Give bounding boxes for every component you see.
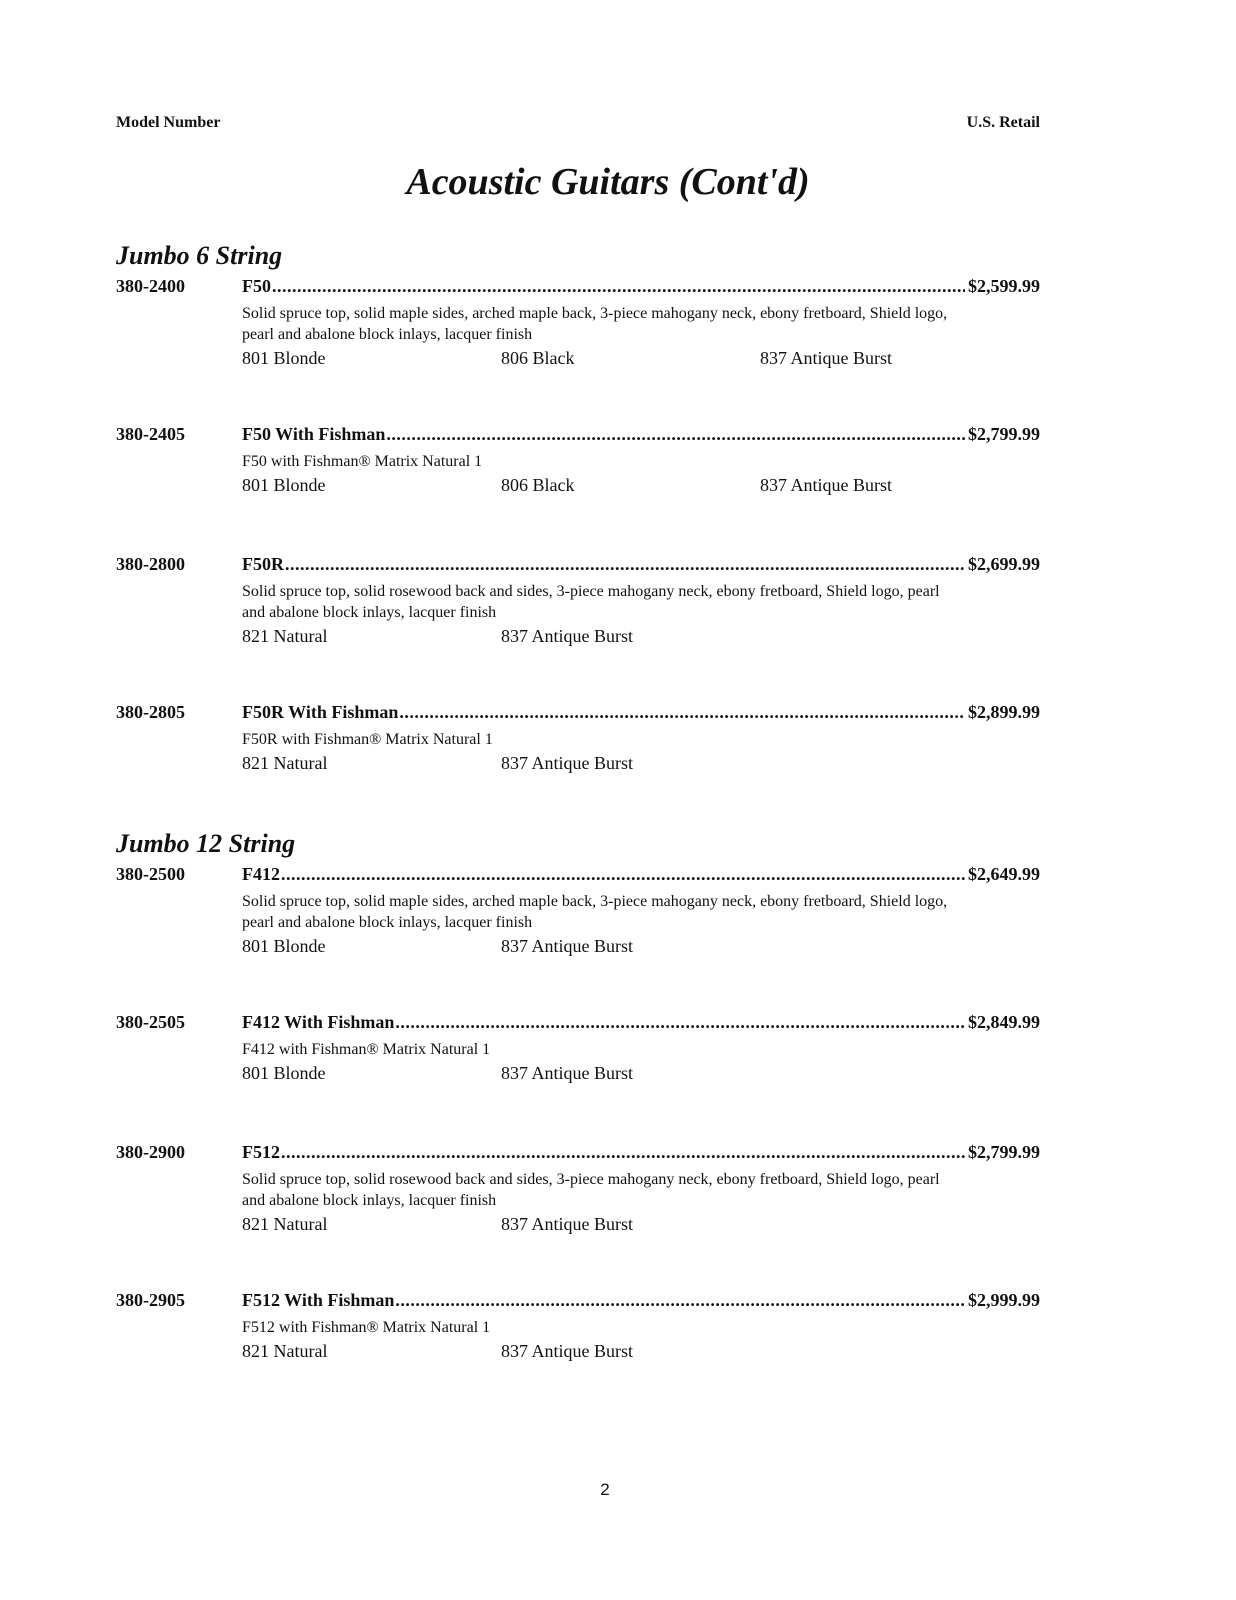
price-list-item <box>116 1290 1040 1365</box>
product-name: F412 With Fishman <box>242 1012 395 1032</box>
finish-option: 837 Antique Burst <box>501 1341 634 1361</box>
model-number-column-header: Model Number <box>116 114 221 131</box>
retail-price: $2,799.99 <box>968 424 1040 444</box>
product-name: F50R With Fishman <box>242 702 399 722</box>
product-name: F512 <box>242 1142 280 1162</box>
section-heading-jumbo-12-string: Jumbo 12 String <box>116 829 296 858</box>
retail-price: $2,649.99 <box>968 864 1040 884</box>
model-number: 380-2900 <box>116 1142 185 1162</box>
price-list-item <box>116 1012 1040 1087</box>
dot-leader <box>281 1142 965 1163</box>
model-number: 380-2505 <box>116 1012 185 1032</box>
price-list-item <box>116 554 1040 650</box>
retail-price: $2,899.99 <box>968 702 1040 722</box>
retail-price: $2,849.99 <box>968 1012 1040 1032</box>
finish-option: 837 Antique Burst <box>760 475 893 495</box>
product-description: F50 with Fishman® Matrix Natural 1 <box>242 453 483 470</box>
finish-option: 801 Blonde <box>242 348 326 368</box>
finish-option: 806 Black <box>501 348 575 368</box>
product-description: F412 with Fishman® Matrix Natural 1 <box>242 1041 491 1058</box>
us-retail-column-header: U.S. Retail <box>966 114 1040 131</box>
model-number: 380-2405 <box>116 424 185 444</box>
product-description: Solid spruce top, solid rosewood back and sides, 3-piece mahogany neck, ebony fretboard, Shield logo, pearl and abalone block inlays, lacquer finish <box>242 1171 940 1209</box>
dot-leader <box>399 702 965 723</box>
product-name: F412 <box>242 864 280 884</box>
price-list-item <box>116 424 1040 499</box>
dot-leader <box>395 1290 965 1311</box>
dot-leader <box>285 554 965 575</box>
retail-price: $2,699.99 <box>968 554 1040 574</box>
finish-options <box>242 475 1040 499</box>
dot-leader <box>281 864 965 885</box>
retail-price: $2,999.99 <box>968 1290 1040 1310</box>
model-number: 380-2800 <box>116 554 185 574</box>
price-list-item <box>116 276 1040 372</box>
finish-option: 801 Blonde <box>242 1063 326 1083</box>
product-description: Solid spruce top, solid maple sides, arched maple back, 3-piece mahogany neck, ebony fretboard, Shield logo, pearl and abalone block inlays, lacquer finish <box>242 893 948 931</box>
product-name: F50 <box>242 276 271 296</box>
finish-options <box>242 753 1040 777</box>
finish-option: 821 Natural <box>242 753 328 773</box>
model-number: 380-2805 <box>116 702 185 722</box>
finish-option: 837 Antique Burst <box>501 753 634 773</box>
finish-option: 837 Antique Burst <box>760 348 893 368</box>
finish-option: 837 Antique Burst <box>501 1063 634 1083</box>
product-description: Solid spruce top, solid rosewood back and sides, 3-piece mahogany neck, ebony fretboard, Shield logo, pearl and abalone block inlays, lacquer finish <box>242 583 940 621</box>
dot-leader <box>272 276 965 297</box>
product-name: F512 With Fishman <box>242 1290 395 1310</box>
retail-price: $2,799.99 <box>968 1142 1040 1162</box>
price-list-item <box>116 864 1040 960</box>
finish-options <box>242 1214 1040 1238</box>
finish-option: 821 Natural <box>242 1341 328 1361</box>
finish-option: 821 Natural <box>242 626 328 646</box>
dot-leader <box>386 424 965 445</box>
finish-option: 837 Antique Burst <box>501 1214 634 1234</box>
product-description: F512 with Fishman® Matrix Natural 1 <box>242 1319 491 1336</box>
price-list-item <box>116 702 1040 777</box>
finish-option: 806 Black <box>501 475 575 495</box>
finish-options <box>242 348 1040 372</box>
product-name: F50R <box>242 554 284 574</box>
finish-option: 801 Blonde <box>242 475 326 495</box>
product-description: Solid spruce top, solid maple sides, arched maple back, 3-piece mahogany neck, ebony fretboard, Shield logo, pearl and abalone block inlays, lacquer finish <box>242 305 948 343</box>
finish-option: 837 Antique Burst <box>501 626 634 646</box>
finish-options <box>242 936 1040 960</box>
model-number: 380-2905 <box>116 1290 185 1310</box>
page-title: Acoustic Guitars (Cont'd) <box>406 161 810 203</box>
dot-leader <box>395 1012 965 1033</box>
product-name: F50 With Fishman <box>242 424 386 444</box>
page-number: 2 <box>600 1480 610 1499</box>
section-heading-jumbo-6-string: Jumbo 6 String <box>116 241 283 270</box>
finish-options <box>242 626 1040 650</box>
finish-options <box>242 1063 1040 1087</box>
finish-options <box>242 1341 1040 1365</box>
finish-option: 801 Blonde <box>242 936 326 956</box>
product-description: F50R with Fishman® Matrix Natural 1 <box>242 731 493 748</box>
model-number: 380-2400 <box>116 276 185 296</box>
price-list-item <box>116 1142 1040 1238</box>
retail-price: $2,599.99 <box>968 276 1040 296</box>
model-number: 380-2500 <box>116 864 185 884</box>
finish-option: 821 Natural <box>242 1214 328 1234</box>
finish-option: 837 Antique Burst <box>501 936 634 956</box>
